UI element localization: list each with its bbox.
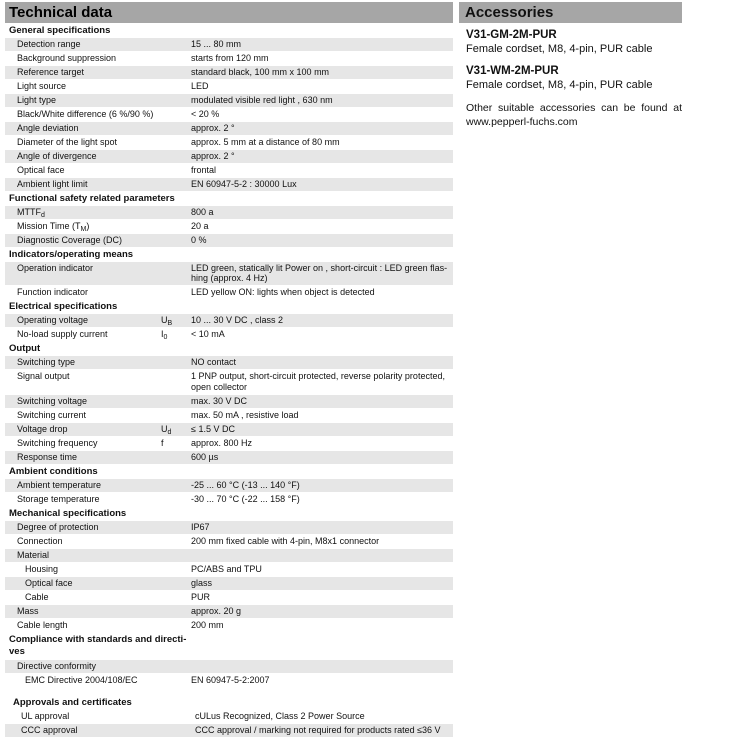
accessory-name: V31-WM-2M-PUR bbox=[466, 65, 559, 77]
spec-value: approx. 800 Hz bbox=[191, 438, 253, 448]
spec-row bbox=[5, 562, 453, 576]
spec-label: Switching type bbox=[17, 357, 76, 367]
spec-label: Light source bbox=[17, 81, 67, 91]
spec-label: Mass bbox=[17, 606, 39, 616]
spec-row bbox=[5, 163, 453, 177]
spec-row bbox=[5, 219, 453, 233]
spec-value: 200 mm bbox=[191, 620, 224, 630]
spec-label: Housing bbox=[25, 564, 59, 574]
spec-label: Switching voltage bbox=[17, 396, 88, 406]
spec-row bbox=[5, 327, 453, 341]
spec-value: CCC approval / marking not required for products rated ≤36 V bbox=[195, 725, 441, 735]
spec-row bbox=[5, 478, 453, 492]
spec-label: Degree of protection bbox=[17, 522, 99, 532]
spec-label: Material bbox=[17, 550, 50, 560]
spec-label: CCC approval bbox=[21, 725, 78, 735]
spec-row bbox=[5, 313, 453, 327]
spec-value: LED bbox=[191, 81, 209, 91]
spec-row bbox=[5, 723, 453, 737]
section-heading: Output bbox=[5, 341, 453, 355]
spec-row bbox=[5, 394, 453, 408]
section-heading: Ambient conditions bbox=[5, 464, 453, 478]
section-heading: Approvals and certificates bbox=[5, 695, 453, 709]
spec-label: Ambient light limit bbox=[17, 179, 88, 189]
spec-row bbox=[5, 422, 453, 436]
spec-row bbox=[5, 233, 453, 247]
spec-value: starts from 120 mm bbox=[191, 53, 269, 63]
spec-row bbox=[5, 604, 453, 618]
accessory-item bbox=[459, 29, 682, 56]
spec-row bbox=[5, 659, 453, 673]
spec-value: < 10 mA bbox=[191, 329, 225, 339]
spec-value: approx. 2 ° bbox=[191, 151, 235, 161]
spec-row bbox=[5, 107, 453, 121]
spec-row bbox=[5, 492, 453, 506]
accessory-item bbox=[459, 65, 682, 92]
spec-value: cULus Recognized, Class 2 Power Source bbox=[195, 711, 365, 721]
spec-row bbox=[5, 355, 453, 369]
spec-value: NO contact bbox=[191, 357, 237, 367]
spec-label: Detection range bbox=[17, 39, 81, 49]
spec-label: $MTTF_d$ bbox=[17, 207, 45, 219]
spec-value: EN 60947-5-2:2007 bbox=[191, 675, 270, 685]
spec-value: frontal bbox=[191, 165, 217, 175]
spec-row bbox=[5, 408, 453, 422]
technical-data-panel bbox=[5, 2, 453, 737]
spec-label: EMC Directive 2004/108/EC bbox=[25, 675, 138, 685]
spec-label: Mission Time $(T_M)$ bbox=[17, 221, 90, 233]
spec-value: approx. 5 mm at a distance of 80 mm bbox=[191, 137, 340, 147]
spec-value: PUR bbox=[191, 592, 211, 602]
section-heading: Indicators/operating means bbox=[5, 247, 453, 261]
spec-label: Connection bbox=[17, 536, 63, 546]
spec-value: max. 30 V DC bbox=[191, 396, 248, 406]
spec-row bbox=[5, 285, 453, 299]
accessories-note: Other suitable accessories can be found at www.pepperl-fuchs.com bbox=[466, 102, 682, 128]
spec-value: IP67 bbox=[191, 522, 210, 532]
spec-label: Ambient temperature bbox=[17, 480, 102, 490]
spec-value: 20 a bbox=[191, 221, 209, 231]
spec-value: 1 PNP output, short-circuit protected, reverse polarity protected, open collector bbox=[191, 371, 445, 392]
spec-row bbox=[5, 205, 453, 219]
spec-row bbox=[5, 177, 453, 191]
accessory-name: V31-GM-2M-PUR bbox=[466, 29, 557, 41]
spec-row bbox=[5, 520, 453, 534]
spec-row bbox=[5, 135, 453, 149]
spec-row bbox=[5, 79, 453, 93]
spec-label: No-load supply current bbox=[17, 329, 108, 339]
accessories-panel bbox=[459, 2, 682, 129]
spec-label: Angle of divergence bbox=[17, 151, 97, 161]
spec-row bbox=[5, 618, 453, 632]
spec-row bbox=[5, 450, 453, 464]
spec-value: -30 ... 70 °C (-22 ... 158 °F) bbox=[191, 494, 300, 504]
accessory-description: Female cordset, M8, 4-pin, PUR cable bbox=[466, 43, 653, 55]
spec-value: < 20 % bbox=[191, 109, 220, 119]
spec-row bbox=[5, 534, 453, 548]
spec-label: Switching frequency bbox=[17, 438, 98, 448]
spec-row bbox=[5, 590, 453, 604]
spec-value: 15 ... 80 mm bbox=[191, 39, 242, 49]
section-heading: General specifications bbox=[5, 23, 453, 37]
section-heading: Mechanical specifications bbox=[5, 506, 453, 520]
spec-label: Switching current bbox=[17, 410, 87, 420]
spec-label: Black/White difference (6 %/90 %) bbox=[17, 109, 154, 119]
spec-value: 600 µs bbox=[191, 452, 219, 462]
spec-label: Reference target bbox=[17, 67, 85, 77]
spec-label: Function indicator bbox=[17, 287, 89, 297]
spec-value: max. 50 mA , resistive load bbox=[191, 410, 299, 420]
spec-label: Light type bbox=[17, 95, 57, 105]
spec-value: 200 mm fixed cable with 4-pin, M8x1 connector bbox=[191, 536, 380, 546]
spec-label: Response time bbox=[17, 452, 78, 462]
spec-label: Background suppression bbox=[17, 53, 117, 63]
spec-label: Storage temperature bbox=[17, 494, 100, 504]
spec-value: approx. 2 ° bbox=[191, 123, 235, 133]
spec-label: Operating voltage bbox=[17, 315, 89, 325]
spec-symbol: $U_B$ bbox=[161, 315, 173, 327]
spec-label: Operation indicator bbox=[17, 263, 94, 273]
spec-row bbox=[5, 37, 453, 51]
spec-row bbox=[5, 93, 453, 107]
section-heading: Compliance with standards and directi- ves bbox=[5, 632, 453, 659]
spec-value: -25 ... 60 °C (-13 ... 140 °F) bbox=[191, 480, 300, 490]
accessory-description: Female cordset, M8, 4-pin, PUR cable bbox=[466, 79, 653, 91]
spec-label: Diameter of the light spot bbox=[17, 137, 118, 147]
spec-value: glass bbox=[191, 578, 213, 588]
spec-row bbox=[5, 436, 453, 450]
spec-label: UL approval bbox=[21, 711, 70, 721]
spec-value: LED green, statically lit Power on , short-circuit : LED green flas-hing (approx. 4 Hz) bbox=[191, 263, 448, 283]
spec-label: Optical face bbox=[25, 578, 73, 588]
spec-row bbox=[5, 51, 453, 65]
section-heading: Electrical specifications bbox=[5, 299, 453, 313]
spec-value: 800 a bbox=[191, 207, 214, 217]
spec-symbol: $I_0$ bbox=[161, 329, 168, 341]
spec-row bbox=[5, 673, 453, 687]
spec-row bbox=[5, 149, 453, 163]
spec-row bbox=[5, 576, 453, 590]
spec-value: LED yellow ON: lights when object is detected bbox=[191, 287, 375, 297]
spec-row bbox=[5, 369, 453, 394]
spec-value: 10 ... 30 V DC , class 2 bbox=[191, 315, 284, 325]
spec-value: PC/ABS and TPU bbox=[191, 564, 262, 574]
accessories-title: Accessories bbox=[459, 2, 682, 23]
spec-label: Optical face bbox=[17, 165, 65, 175]
spec-row bbox=[5, 65, 453, 79]
spec-value: standard black, 100 mm x 100 mm bbox=[191, 67, 330, 77]
spec-label: Diagnostic Coverage (DC) bbox=[17, 235, 123, 245]
spec-label: Cable bbox=[25, 592, 49, 602]
spec-value: ≤ 1.5 V DC bbox=[191, 424, 235, 434]
spec-symbol: f bbox=[161, 438, 164, 448]
technical-data-title: Technical data bbox=[5, 2, 453, 23]
spec-value: modulated visible red light , 630 nm bbox=[191, 95, 333, 105]
spec-label: Directive conformity bbox=[17, 661, 97, 671]
spec-symbol: $U_d$ bbox=[161, 424, 172, 436]
spec-row bbox=[5, 709, 453, 723]
spec-value: 0 % bbox=[191, 235, 207, 245]
spec-row bbox=[5, 261, 453, 285]
spec-label: Voltage drop bbox=[17, 424, 68, 434]
spec-label: Signal output bbox=[17, 371, 70, 381]
spec-value: EN 60947-5-2 : 30000 Lux bbox=[191, 179, 297, 189]
spec-row bbox=[5, 121, 453, 135]
section-heading: Functional safety related parameters bbox=[5, 191, 453, 205]
spec-value: approx. 20 g bbox=[191, 606, 242, 616]
spec-label: Cable length bbox=[17, 620, 68, 630]
spec-row bbox=[5, 548, 453, 562]
spec-label: Angle deviation bbox=[17, 123, 79, 133]
